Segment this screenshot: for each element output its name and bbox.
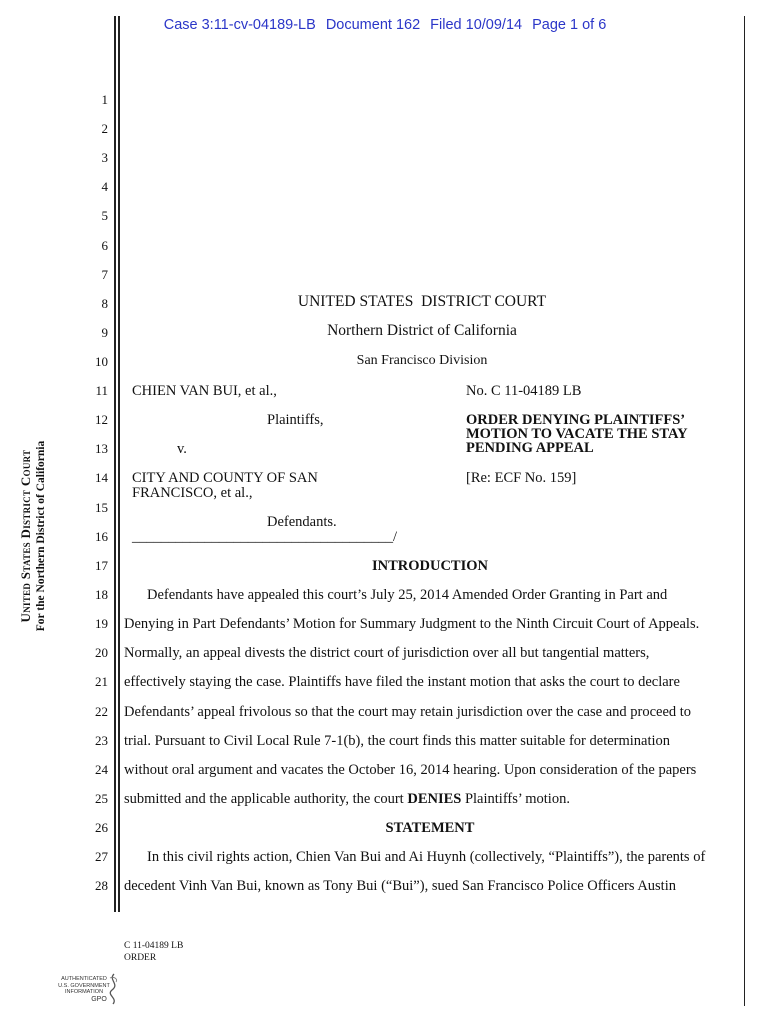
header-page: Page 1 of 6 [532, 17, 607, 33]
ecf-reference: [Re: ECF No. 159] [466, 470, 577, 486]
line-number: 8 [101, 296, 108, 311]
gpo-authentication-seal [44, 976, 124, 1010]
division-name: San Francisco Division [356, 353, 488, 368]
line-number: 19 [95, 616, 108, 631]
body-line: Denying in Part Defendants’ Motion for Summary Judgment to the Ninth Circuit Court of Appeals. [124, 616, 700, 632]
line-number: 21 [95, 674, 108, 689]
line-number: 9 [101, 325, 108, 340]
sidebar-district: For the Northern District of California [35, 440, 47, 632]
body-line: In this civil rights action, Chien Van Bui and Ai Huynh (collectively, “Plaintiffs”), the parents of [147, 849, 706, 865]
line-number: 7 [101, 267, 108, 282]
body-line: without oral argument and vacates the October 16, 2014 hearing. Upon consideration of the papers [124, 762, 697, 778]
line-number: 16 [95, 529, 108, 544]
footer-case-number: C 11-04189 LB [124, 941, 184, 951]
line-number: 13 [95, 441, 108, 456]
ruling-text-pre: submitted and the applicable authority, the court [124, 791, 408, 807]
header-case-number: Case 3:11-cv-04189-LB [163, 17, 316, 33]
left-margin-rule-2 [118, 16, 120, 912]
line-number: 5 [101, 208, 108, 223]
line-number: 23 [95, 733, 108, 748]
line-number: 1 [101, 92, 108, 107]
plaintiff-name: CHIEN VAN BUI, et al., [132, 383, 277, 399]
line-number: 4 [101, 179, 108, 194]
body-line: Defendants have appealed this court’s July 25, 2014 Amended Order Granting in Part and [147, 587, 668, 603]
line-number: 28 [95, 878, 108, 893]
left-margin-rule-1 [114, 16, 116, 912]
defendants-label: Defendants. [267, 514, 337, 530]
line-number: 24 [95, 762, 108, 777]
line-number: 20 [95, 645, 108, 660]
body-line: decedent Vinh Van Bui, known as Tony Bui (“Bui”), sued San Francisco Police Officers Austin [124, 878, 676, 894]
plaintiffs-label: Plaintiffs, [267, 412, 324, 428]
defendant-name-line2: FRANCISCO, et al., [132, 485, 253, 501]
body-line: Defendants’ appeal frivolous so that the court may retain jurisdiction over the case and proceed to [124, 704, 692, 720]
line-number: 15 [95, 500, 108, 515]
ruling-text-post: Plaintiffs’ motion. [461, 791, 570, 807]
gpo-seal-line1: AUTHENTICATED [61, 976, 107, 982]
line-number: 18 [95, 587, 108, 602]
statement-heading: STATEMENT [385, 820, 475, 836]
district-name: Northern District of California [327, 322, 517, 339]
defendant-name-line1: CITY AND COUNTY OF SAN [132, 470, 318, 486]
order-title-line3: PENDING APPEAL [466, 440, 594, 456]
versus: v. [177, 441, 187, 457]
body-line: Normally, an appeal divests the district court of jurisdiction over all but tangential matters, [124, 645, 650, 661]
line-number: 12 [95, 412, 108, 427]
gpo-seal-line3: INFORMATION [64, 989, 104, 995]
line-number: 27 [95, 849, 108, 864]
line-number: 26 [95, 820, 108, 835]
line-number: 22 [95, 704, 108, 719]
body-line: effectively staying the case. Plaintiffs have filed the instant motion that asks the court to declare [124, 674, 680, 690]
body-line-ruling [124, 791, 570, 807]
line-number: 17 [95, 558, 108, 573]
ruling-denies: DENIES [407, 791, 462, 807]
sidebar-court-name: United States District Court [18, 449, 33, 623]
line-number: 3 [101, 150, 108, 165]
header-document: Document 162 [325, 17, 421, 33]
introduction-heading: INTRODUCTION [371, 558, 488, 574]
right-margin-rule [744, 16, 745, 1006]
line-number: 11 [95, 383, 108, 398]
gpo-seal-line2: U.S. GOVERNMENT [58, 982, 110, 989]
footer-doc-type: ORDER [124, 953, 157, 963]
order-title-line1: ORDER DENYING PLAINTIFFS’ [466, 412, 686, 428]
order-title-line2: MOTION TO VACATE THE STAY [466, 426, 688, 442]
line-number: 14 [95, 470, 108, 485]
header-filed-date: Filed 10/09/14 [430, 17, 523, 33]
gpo-eagle-icon [104, 972, 124, 1006]
line-number: 2 [101, 121, 108, 136]
body-line: trial. Pursuant to Civil Local Rule 7-1(b), the court finds this matter suitable for determination [124, 733, 671, 749]
case-number: No. C 11-04189 LB [466, 383, 582, 399]
line-number: 10 [95, 354, 108, 369]
gpo-seal-line4: GPO [91, 995, 107, 1003]
court-name: UNITED STATES DISTRICT COURT [297, 293, 547, 310]
line-number: 6 [101, 238, 108, 253]
caption-rule: ____________________________________/ [132, 529, 398, 545]
line-number: 25 [95, 791, 108, 806]
